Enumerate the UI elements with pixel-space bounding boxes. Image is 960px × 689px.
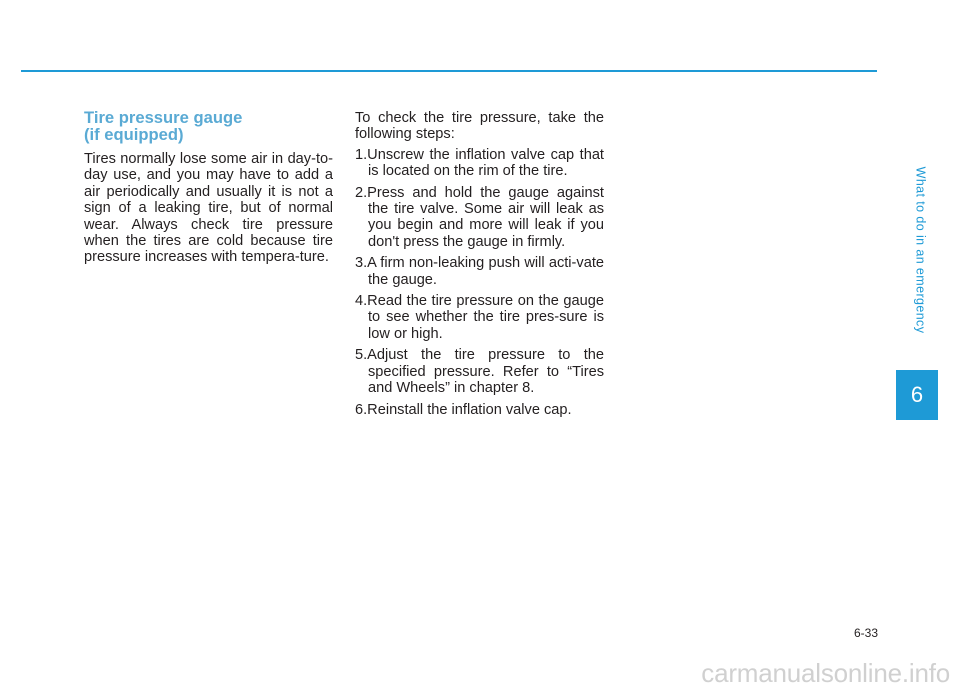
section-heading: [84, 110, 333, 143]
left-column: [84, 110, 333, 266]
section-heading-line-1: Tire pressure gauge: [84, 108, 243, 127]
chapter-tab: [896, 370, 938, 420]
step-item: 5.Adjust the tire pressure to the specified pressure. Refer to “Tires and Wheels” in chapter 8.: [355, 347, 604, 397]
steps-list: [355, 147, 604, 418]
intro-paragraph: Tires normally lose some air in day-to-day use, and you may have to add a air periodically and usually it is not a sign of a leaking tire, but of normal wear. Always check tire pressure when the tires are cold because tire pressure increases with tempera-ture.: [84, 151, 333, 266]
header-rule: [21, 70, 877, 72]
step-item: 4.Read the tire pressure on the gauge to see whether the tire pres-sure is low or high.: [355, 293, 604, 342]
chapter-number: 6: [910, 382, 924, 407]
chapter-side-label-text: What to do in an emergency: [913, 166, 927, 334]
chapter-side-label: [910, 140, 930, 360]
steps-intro: To check the tire pressure, take the following steps:: [355, 110, 604, 143]
step-item: 2.Press and hold the gauge against the tire valve. Some air will leak as you begin and more will leak if you don't press the gauge in firmly.: [355, 184, 604, 250]
page-number: 6-33: [853, 626, 878, 640]
step-item: 1.Unscrew the inflation valve cap that is located on the rim of the tire.: [355, 146, 604, 180]
step-item: 6.Reinstall the inflation valve cap.: [355, 401, 572, 418]
watermark: carmanualsonline.info: [701, 658, 950, 688]
step-item: 3.A firm non-leaking push will acti-vate the gauge.: [355, 255, 604, 288]
right-column: [355, 110, 604, 423]
section-heading-line-2: (if equipped): [84, 124, 184, 144]
